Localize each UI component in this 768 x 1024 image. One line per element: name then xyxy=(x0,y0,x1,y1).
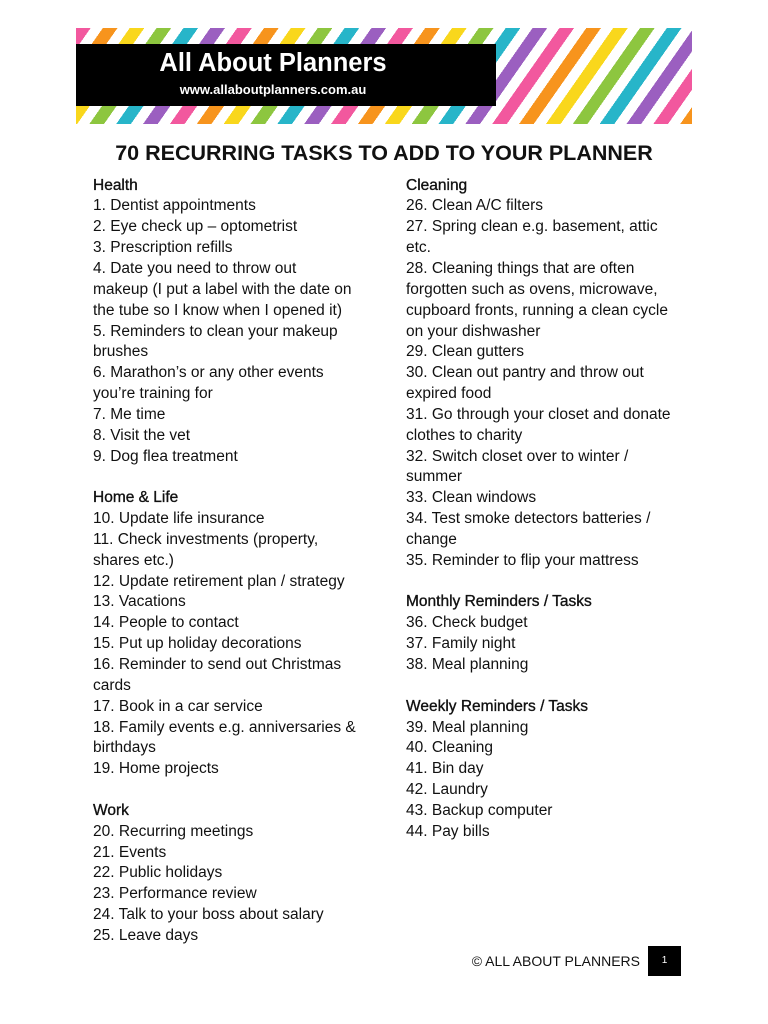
section-heading: Health xyxy=(93,176,138,194)
list-item-line: brushes xyxy=(93,343,149,361)
section-heading: Home & Life xyxy=(93,489,179,507)
list-item-line: 37. Family night xyxy=(406,635,516,653)
section-heading: Cleaning xyxy=(406,176,468,194)
list-item-line: 1. Dentist appointments xyxy=(93,197,256,215)
list-item-line: 29. Clean gutters xyxy=(406,343,525,361)
list-item-line: etc. xyxy=(406,239,431,257)
list-item xyxy=(93,259,393,322)
list-item-line: 14. People to contact xyxy=(93,614,239,632)
section-home-life xyxy=(93,488,393,780)
list-item xyxy=(406,488,706,509)
list-item-line: 2. Eye check up – optometrist xyxy=(93,218,298,236)
list-item xyxy=(406,447,706,489)
list-item xyxy=(93,884,393,905)
list-item xyxy=(93,843,393,864)
list-item-line: forgotten such as ovens, microwave, xyxy=(406,280,658,298)
list-item-line: 36. Check budget xyxy=(406,614,528,632)
section-monthly-reminders-tasks xyxy=(406,592,706,675)
list-item-line: 10. Update life insurance xyxy=(93,510,265,528)
list-item-line: 40. Cleaning xyxy=(406,739,494,757)
list-item-line: 5. Reminders to clean your makeup xyxy=(93,322,338,340)
list-item-line: 30. Clean out pantry and throw out xyxy=(406,364,644,382)
list-item-line: 11. Check investments (property, xyxy=(93,530,319,548)
list-item-line: 21. Events xyxy=(93,843,167,861)
list-item xyxy=(93,926,393,947)
list-item xyxy=(406,780,706,801)
list-item-line: 25. Leave days xyxy=(93,926,199,944)
list-item-line: shares etc.) xyxy=(93,551,174,569)
list-item-line: 41. Bin day xyxy=(406,760,484,778)
list-item xyxy=(93,322,393,364)
list-item xyxy=(406,634,706,655)
list-item xyxy=(93,905,393,926)
list-item-line: 42. Laundry xyxy=(406,781,488,799)
list-item-line: cupboard fronts, running a clean cycle xyxy=(406,301,668,319)
list-item xyxy=(406,822,706,843)
page-number-box xyxy=(648,946,681,976)
section-cleaning xyxy=(406,176,706,572)
list-item xyxy=(93,238,393,259)
list-item xyxy=(406,613,706,634)
list-item xyxy=(93,655,393,697)
list-item xyxy=(406,405,706,447)
list-item xyxy=(93,613,393,634)
list-item xyxy=(93,572,393,593)
list-item-line: 22. Public holidays xyxy=(93,864,223,882)
list-item-line: 33. Clean windows xyxy=(406,489,537,507)
list-item-line: change xyxy=(406,530,457,548)
footer-copyright: © ALL ABOUT PLANNERS xyxy=(471,953,640,969)
list-item xyxy=(93,426,393,447)
list-item-line: makeup (I put a label with the date on xyxy=(93,280,352,298)
list-item xyxy=(93,822,393,843)
list-item xyxy=(93,718,393,760)
list-item-line: 8. Visit the vet xyxy=(93,426,191,444)
list-item xyxy=(406,801,706,822)
list-item xyxy=(93,634,393,655)
list-item-line: 15. Put up holiday decorations xyxy=(93,635,302,653)
list-item-line: 9. Dog flea treatment xyxy=(93,447,238,465)
brand-name: All About Planners xyxy=(159,49,387,77)
list-item-line: 19. Home projects xyxy=(93,760,219,778)
list-item-line: 38. Meal planning xyxy=(406,656,529,673)
list-item xyxy=(406,196,706,217)
list-item-line: 3. Prescription refills xyxy=(93,239,233,257)
list-item-line: you’re training for xyxy=(93,385,213,403)
list-item xyxy=(406,363,706,405)
list-item xyxy=(406,655,706,676)
list-item xyxy=(93,405,393,426)
list-item-line: 39. Meal planning xyxy=(406,718,529,736)
list-item xyxy=(93,697,393,718)
list-item xyxy=(93,447,393,468)
page-number: 1 xyxy=(661,955,668,966)
brand-box xyxy=(76,44,496,106)
list-item-line: 23. Performance review xyxy=(93,885,257,903)
list-item-line: summer xyxy=(406,468,462,486)
list-item-line: 27. Spring clean e.g. basement, attic xyxy=(406,218,658,236)
section-work xyxy=(93,801,393,947)
list-item-line: 16. Reminder to send out Christmas xyxy=(93,656,342,673)
list-item xyxy=(93,217,393,238)
list-item xyxy=(93,363,393,405)
list-item xyxy=(406,718,706,739)
list-item xyxy=(406,551,706,572)
list-item-line: 12. Update retirement plan / strategy xyxy=(93,572,345,590)
list-item-line: 7. Me time xyxy=(93,405,166,423)
list-item-line: cards xyxy=(93,676,131,694)
header-banner xyxy=(76,28,692,124)
list-item-line: 6. Marathon’s or any other events xyxy=(93,364,324,382)
list-item-line: 31. Go through your closet and donate xyxy=(406,405,671,423)
list-item-line: 28. Cleaning things that are often xyxy=(406,259,635,277)
section-heading: Monthly Reminders / Tasks xyxy=(406,593,592,611)
section-heading: Weekly Reminders / Tasks xyxy=(406,697,589,715)
list-item xyxy=(93,592,393,613)
list-item-line: 4. Date you need to throw out xyxy=(93,259,297,277)
section-weekly-reminders-tasks xyxy=(406,697,706,843)
list-item-line: the tube so I know when I opened it) xyxy=(93,301,343,319)
list-item xyxy=(406,759,706,780)
right-column xyxy=(406,176,706,864)
list-item-line: 17. Book in a car service xyxy=(93,697,263,715)
section-health xyxy=(93,176,393,468)
section-heading: Work xyxy=(93,801,129,819)
list-item-line: 35. Reminder to flip your mattress xyxy=(406,551,639,569)
list-item-line: 20. Recurring meetings xyxy=(93,822,254,840)
list-item-line: on your dishwasher xyxy=(406,322,541,340)
list-item-line: birthdays xyxy=(93,739,156,757)
list-item xyxy=(93,759,393,780)
list-item-line: 32. Switch closet over to winter / xyxy=(406,447,629,465)
list-item-line: 18. Family events e.g. anniversaries & xyxy=(93,718,356,736)
list-item-line: 43. Backup computer xyxy=(406,801,553,819)
list-item xyxy=(93,196,393,217)
list-item-line: 24. Talk to your boss about salary xyxy=(93,906,324,924)
brand-url: www.allaboutplanners.com.au xyxy=(179,82,367,97)
list-item-line: 44. Pay bills xyxy=(406,822,490,840)
list-item xyxy=(406,509,706,551)
list-item xyxy=(93,509,393,530)
list-item-line: 34. Test smoke detectors batteries / xyxy=(406,510,651,528)
list-item-line: clothes to charity xyxy=(406,426,523,444)
list-item xyxy=(93,530,393,572)
page-title: 70 RECURRING TASKS TO ADD TO YOUR PLANNER xyxy=(115,141,653,165)
list-item-line: 13. Vacations xyxy=(93,593,186,611)
list-item-line: expired food xyxy=(406,385,492,403)
list-item xyxy=(93,863,393,884)
list-item xyxy=(406,259,706,342)
list-item-line: 26. Clean A/C filters xyxy=(406,197,543,215)
list-item xyxy=(406,738,706,759)
list-item xyxy=(406,342,706,363)
left-column xyxy=(93,176,393,968)
list-item xyxy=(406,217,706,259)
